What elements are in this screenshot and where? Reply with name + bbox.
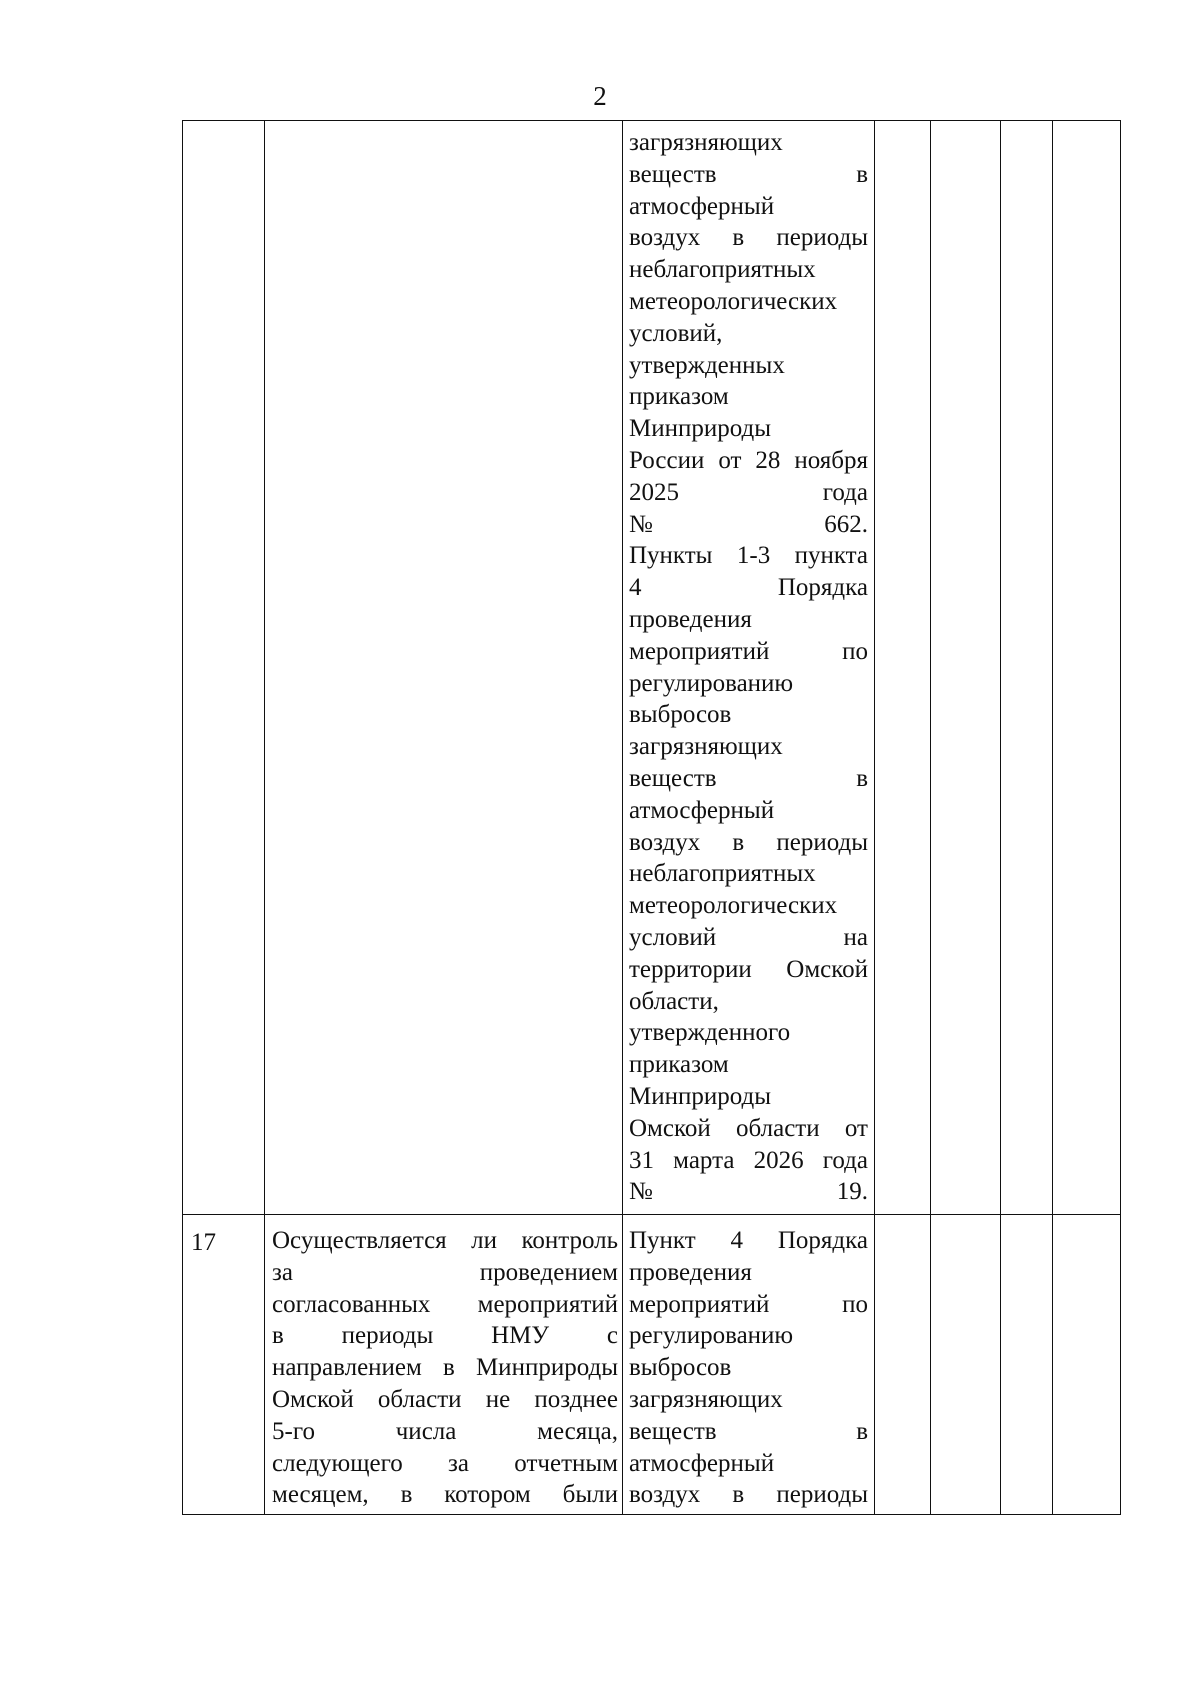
row-number xyxy=(183,121,264,133)
text-line: области, xyxy=(629,987,719,1015)
text-line: веществ в xyxy=(629,1417,868,1445)
text-line: за проведением xyxy=(272,1258,618,1286)
text-line: направлением в Минприроды xyxy=(272,1354,618,1382)
requirement-cell xyxy=(623,121,875,1215)
text-line: атмосферный xyxy=(629,1449,775,1477)
note-cell xyxy=(1053,1215,1121,1515)
text-line: веществ в xyxy=(629,764,868,792)
text-line: Минприроды xyxy=(629,1082,772,1110)
answer-cell-yes xyxy=(875,121,931,1215)
text-line: воздух в периоды xyxy=(629,224,868,252)
text-line: неблагоприятных xyxy=(629,860,816,888)
text-line: регулированию xyxy=(629,1322,794,1350)
answer-cell-no xyxy=(931,1215,1001,1515)
text-line: выбросов xyxy=(629,701,732,729)
text-line: 31 марта 2026 года xyxy=(629,1146,868,1174)
text-line: России от 28 ноября xyxy=(629,446,868,474)
text-line: 5-го числа месяца, xyxy=(272,1417,618,1445)
text-line: воздух в периоды xyxy=(629,828,868,856)
text-line: Омской области не позднее xyxy=(272,1385,618,1413)
text-line: территории Омской xyxy=(629,955,868,983)
text-line: Осуществляется ли контроль xyxy=(272,1227,618,1254)
text-line: 4 Порядка xyxy=(629,574,868,602)
text-line: месяцем, в котором были xyxy=(272,1481,618,1509)
text-line: мероприятий по xyxy=(629,637,868,665)
text-line: согласованных мероприятий xyxy=(272,1290,618,1318)
text-line: атмосферный xyxy=(629,192,775,220)
question-cell xyxy=(265,121,623,1215)
text-line: метеорологических xyxy=(629,892,838,920)
text-line: условий, xyxy=(629,319,723,347)
question-cell xyxy=(265,1215,623,1515)
text-line: загрязняющих xyxy=(629,733,783,761)
row-number-cell xyxy=(183,121,265,1215)
text-line: условий на xyxy=(629,923,868,951)
text-line: Пункт 4 Порядка xyxy=(629,1227,868,1254)
page-number: 2 xyxy=(593,81,607,111)
requirement-cell xyxy=(623,1215,875,1515)
answer-cell-na xyxy=(1001,1215,1053,1515)
text-line: неблагоприятных xyxy=(629,256,816,284)
text-line: проведения xyxy=(629,605,752,633)
text-line: утвержденного xyxy=(629,1019,791,1047)
text-line: мероприятий по xyxy=(629,1290,868,1318)
text-line: Минприроды xyxy=(629,415,772,443)
checklist-table xyxy=(182,120,1121,1515)
question-text xyxy=(265,1215,622,1511)
text-line: проведения xyxy=(629,1258,752,1286)
text-line: загрязняющих xyxy=(629,1385,783,1413)
text-line: утвержденных xyxy=(629,351,785,379)
table-row xyxy=(183,1215,1121,1515)
text-line: № 19. xyxy=(629,1178,868,1206)
text-line: Пункты 1-3 пункта xyxy=(629,542,868,570)
text-line: приказом xyxy=(629,1051,729,1079)
answer-cell-no xyxy=(931,121,1001,1215)
text-line: № 662. xyxy=(629,510,868,538)
text-line: регулированию xyxy=(629,669,794,697)
row-number-cell xyxy=(183,1215,265,1515)
question-text xyxy=(265,121,622,131)
text-line: выбросов xyxy=(629,1354,732,1382)
text-line: 2025 года xyxy=(629,478,868,506)
text-line: воздух в периоды xyxy=(629,1481,868,1509)
text-line: приказом xyxy=(629,383,729,411)
row-number: 17 xyxy=(191,1229,216,1256)
requirement-text xyxy=(623,1215,874,1511)
text-line: в периоды НМУ с xyxy=(272,1322,618,1350)
answer-cell-yes xyxy=(875,1215,931,1515)
text-line: метеорологических xyxy=(629,287,838,315)
note-cell xyxy=(1053,121,1121,1215)
answer-cell-na xyxy=(1001,121,1053,1215)
text-line: атмосферный xyxy=(629,796,775,824)
text-line: следующего за отчетным xyxy=(272,1449,618,1477)
text-line: Омской области от xyxy=(629,1114,868,1142)
requirement-text xyxy=(623,121,874,1208)
table-row xyxy=(183,121,1121,1215)
text-line: загрязняющих xyxy=(629,129,783,156)
text-line: веществ в xyxy=(629,160,868,188)
